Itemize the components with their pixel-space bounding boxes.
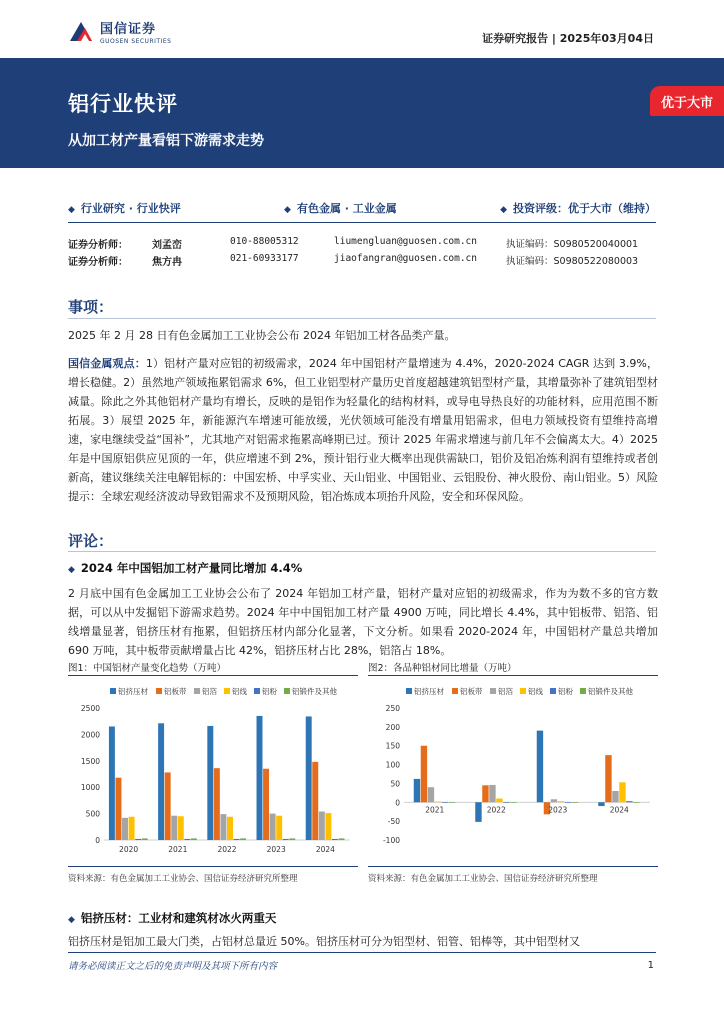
legend-label: 铝板带 <box>164 687 187 696</box>
logo-en-text: GUOSEN SECURITIES <box>100 38 172 45</box>
y-tick-label: 200 <box>385 722 400 732</box>
y-tick-label: 100 <box>385 760 400 770</box>
analyst-name: 刘孟峦 <box>152 240 182 251</box>
y-tick-label: 2500 <box>80 704 100 713</box>
bar <box>510 802 516 803</box>
bar <box>158 723 164 840</box>
bar <box>435 802 441 803</box>
report-title: 铝行业快评 <box>68 92 178 116</box>
figure2-bottom-rule <box>368 866 658 867</box>
footer-disclaimer[interactable]: 请务必阅读正文之后的免责声明及其项下所有内容 <box>68 961 278 972</box>
diamond-icon: ◆ <box>500 205 507 215</box>
bar <box>165 772 171 840</box>
legend-swatch <box>406 688 412 694</box>
divider <box>68 222 656 223</box>
legend-label: 铝锻件及其他 <box>588 687 633 696</box>
report-subtitle: 从加工材产量看铝下游需求走势 <box>68 133 264 149</box>
bar <box>220 814 226 840</box>
legend-swatch <box>520 688 526 694</box>
y-tick-label: 2000 <box>80 730 100 740</box>
bar <box>565 802 571 803</box>
diamond-icon: ◆ <box>68 915 75 925</box>
legend-swatch <box>156 688 162 694</box>
figure1-source: 资料来源：有色金属加工工业协会、国信证券经济研究所整理 <box>68 874 298 884</box>
y-tick-label: -50 <box>387 817 400 827</box>
legend-swatch <box>490 688 496 694</box>
bar <box>598 802 604 806</box>
viewpoint-text: 1）铝材产量对应铝的初级需求，2024 年中国铝材产量增速为 4.4%，2020-2024 CAGR 达到 3.9%，增长稳健。2）虽然地产领域拖累铝需求 6%，但工业铝型材产量历史首度超越建筑铝型材产量，其增量弥补了建筑铝型材减量。除此之外其他铝材产量均有增长，反映的是铝作为轻量化的结构材料，或导电导热良好的功能材料，应用范围不断拓展。3）展望 2025 年，新能源汽车增速可能放缓，光伏领域可能没有增量用铝需求，但电力领域投资有望维持高增速，家电继续受益“国补”，尤其地产对铝需求拖累高峰期已过。预计 2025 年需求增速与前几年不会偏离太大。4）2025 年是中国原铝供应见顶的一年，供应增速不到 2%，预计铝行业大概率出现供需缺口，铝价及铝冶炼利润有望维持或者创新高，建议继续关注电解铝标的：中国宏桥、中孚实业、天山铝业、中国铝业、云铝股份、神火股份、南山铝业。5）风险提示：全球宏观经济波动导致铝需求不及预期风险，铝冶炼成本项抬升风险，安全和环保风险。 <box>68 357 658 503</box>
bar <box>227 817 233 840</box>
logo-cn-text: 国信证券 <box>100 22 157 37</box>
legend-label: 铝线 <box>528 687 543 696</box>
bar <box>626 801 632 802</box>
chart-yoy-increment <box>368 680 658 860</box>
bar <box>414 779 420 802</box>
x-tick-label: 2024 <box>609 805 629 815</box>
figure2-rule <box>368 675 658 676</box>
y-tick-label: 150 <box>385 741 400 751</box>
y-tick-label: 250 <box>385 704 400 713</box>
bar <box>191 838 197 840</box>
bar <box>276 816 282 840</box>
bar <box>214 768 220 840</box>
category-row <box>68 200 656 218</box>
bar <box>489 785 495 802</box>
analyst-row: 证券分析师： 焦方冉 021-60933177 jiaofangran@guosen.com.cn 执证编码：S0980522080003 <box>68 253 639 268</box>
bar <box>612 791 618 802</box>
bar <box>142 838 148 840</box>
bar <box>289 838 295 840</box>
bar <box>496 799 502 803</box>
y-tick-label: 1500 <box>80 756 100 766</box>
bar <box>421 746 427 803</box>
bar <box>619 782 625 802</box>
subheading-output: ◆ 2024 年中国铝加工材产量同比增加 4.4% <box>68 561 303 575</box>
bar <box>135 839 141 840</box>
bar <box>207 726 213 840</box>
bar <box>234 839 240 840</box>
page-number: 1 <box>647 960 654 971</box>
y-tick-label: -100 <box>382 836 400 845</box>
legend-swatch <box>110 688 116 694</box>
bar <box>449 802 455 803</box>
analyst-phone: 010-88005312 <box>230 236 299 247</box>
figure2-caption: 图2：各品种铝材同比增量（万吨） <box>368 663 517 674</box>
bar <box>115 778 121 840</box>
legend-label: 铝粉 <box>262 687 277 696</box>
section-title-review: 评论： <box>68 532 114 550</box>
section-divider <box>68 318 656 319</box>
y-tick-label: 1000 <box>80 783 100 793</box>
review-paragraph-2: 铝挤压材是铝加工最大门类，占铝材总量近 50%。铝挤压材可分为铝型材、铝管、铝棒等，其中铝型材又 <box>68 935 580 948</box>
report-meta: 证券研究报告 | 2025年03月04日 <box>482 32 654 45</box>
bar <box>283 839 289 840</box>
analyst-email[interactable]: liumengluan@guosen.com.cn <box>334 236 477 247</box>
x-tick-label: 2020 <box>119 845 139 854</box>
diamond-icon: ◆ <box>284 205 291 215</box>
bar <box>572 802 578 803</box>
section-title-event: 事项： <box>68 298 114 316</box>
legend-swatch <box>194 688 200 694</box>
figure2-source: 资料来源：有色金属加工工业协会、国信证券经济研究所整理 <box>368 874 598 884</box>
x-tick-label: 2022 <box>217 845 237 854</box>
legend-label: 铝箔 <box>498 687 513 696</box>
legend-swatch <box>452 688 458 694</box>
title-banner <box>0 58 724 168</box>
category-rating: ◆ 投资评级：优于大市（维持） <box>500 202 656 215</box>
x-tick-label: 2023 <box>548 805 568 815</box>
bar <box>109 726 115 840</box>
section-divider <box>68 551 656 552</box>
analyst-cert: 执证编码：S0980522080003 <box>506 256 639 267</box>
bar <box>129 817 135 840</box>
x-tick-label: 2023 <box>266 845 286 854</box>
bar <box>171 816 177 840</box>
legend-swatch <box>550 688 556 694</box>
bar <box>537 731 543 803</box>
company-logo <box>68 18 171 45</box>
y-tick-label: 50 <box>390 779 400 789</box>
guosen-logo-icon <box>68 19 94 45</box>
bar <box>325 813 331 840</box>
figure1-rule <box>68 675 358 676</box>
legend-swatch <box>254 688 260 694</box>
y-tick-label: 500 <box>85 809 100 819</box>
legend-swatch <box>284 688 290 694</box>
legend-label: 铝锻件及其他 <box>292 687 337 696</box>
bar <box>332 839 338 840</box>
bar <box>503 802 509 803</box>
figure1-bottom-rule <box>68 866 358 867</box>
bar <box>184 839 190 840</box>
bar <box>339 838 345 840</box>
bar <box>263 769 269 840</box>
chart-aluminum-output <box>68 680 358 860</box>
legend-swatch <box>224 688 230 694</box>
category-industry: ◆ 行业研究 · 行业快评 <box>68 202 181 215</box>
bar <box>551 799 557 802</box>
legend-label: 铝箔 <box>202 687 217 696</box>
bar <box>442 802 448 803</box>
diamond-icon: ◆ <box>68 205 75 215</box>
bar <box>178 816 184 840</box>
event-text: 2025 年 2 月 28 日有色金属加工工业协会公布 2024 年铝加工材各品类产量。 <box>68 329 456 342</box>
analyst-name: 焦方冉 <box>152 257 182 268</box>
bar <box>482 785 488 802</box>
analyst-cert: 执证编码：S0980520040001 <box>506 239 639 250</box>
page-header <box>0 0 724 58</box>
bar <box>428 787 434 802</box>
x-tick-label: 2021 <box>168 845 188 854</box>
x-tick-label: 2024 <box>315 845 335 854</box>
analyst-phone: 021-60933177 <box>230 253 299 264</box>
diamond-icon: ◆ <box>68 565 75 575</box>
bar <box>319 811 325 840</box>
bar <box>240 838 246 840</box>
bar <box>312 762 318 840</box>
y-tick-label: 0 <box>395 798 400 808</box>
x-tick-label: 2021 <box>425 805 445 815</box>
bar <box>122 818 128 840</box>
bar <box>633 802 639 803</box>
bar <box>475 802 481 822</box>
figure1-caption: 图1：中国铝材产量变化趋势（万吨） <box>68 663 227 674</box>
legend-swatch <box>580 688 586 694</box>
legend-label: 铝挤压材 <box>414 687 444 696</box>
bar <box>306 716 312 840</box>
subheading-extrusion: ◆ 铝挤压材：工业材和建筑材冰火两重天 <box>68 911 277 925</box>
bar <box>605 755 611 802</box>
viewpoint-paragraph <box>68 354 658 506</box>
bar <box>257 716 263 840</box>
category-sector: ◆ 有色金属 · 工业金属 <box>284 202 397 215</box>
y-tick-label: 0 <box>95 836 100 845</box>
analyst-row: 证券分析师： 刘孟峦 010-88005312 liumengluan@guosen.com.cn 执证编码：S0980520040001 <box>68 236 639 251</box>
legend-label: 铝板带 <box>460 687 483 696</box>
bar <box>558 801 564 802</box>
legend-label: 铝粉 <box>558 687 573 696</box>
bar <box>270 814 276 840</box>
legend-label: 铝线 <box>232 687 247 696</box>
rating-badge: 优于大市 <box>650 86 724 116</box>
review-paragraph-1: 2 月底中国有色金属加工工业协会公布了 2024 年铝加工材产量，铝材产量对应铝的初级需求，作为为数不多的官方数据，可以从中发掘铝下游需求趋势。2024 年中中国铝加工材产量 4900 万吨，同比增长 4.4%，其中铝板带、铝箔、铝线增量显著，铝挤压材有拖累，但铝挤压材内部分化显著，下文分析。如果看 2020-2024 年，中国铝材产量总共增加 690 万吨，其中板带贡献增量占比 42%，铝挤压材占比 28%，铝箔占 18%。 <box>68 587 658 657</box>
footer-divider <box>68 952 656 953</box>
viewpoint-label: 国信金属观点： <box>68 357 146 370</box>
legend-label: 铝挤压材 <box>118 687 148 696</box>
analyst-email[interactable]: jiaofangran@guosen.com.cn <box>334 253 477 264</box>
x-tick-label: 2022 <box>486 805 506 815</box>
